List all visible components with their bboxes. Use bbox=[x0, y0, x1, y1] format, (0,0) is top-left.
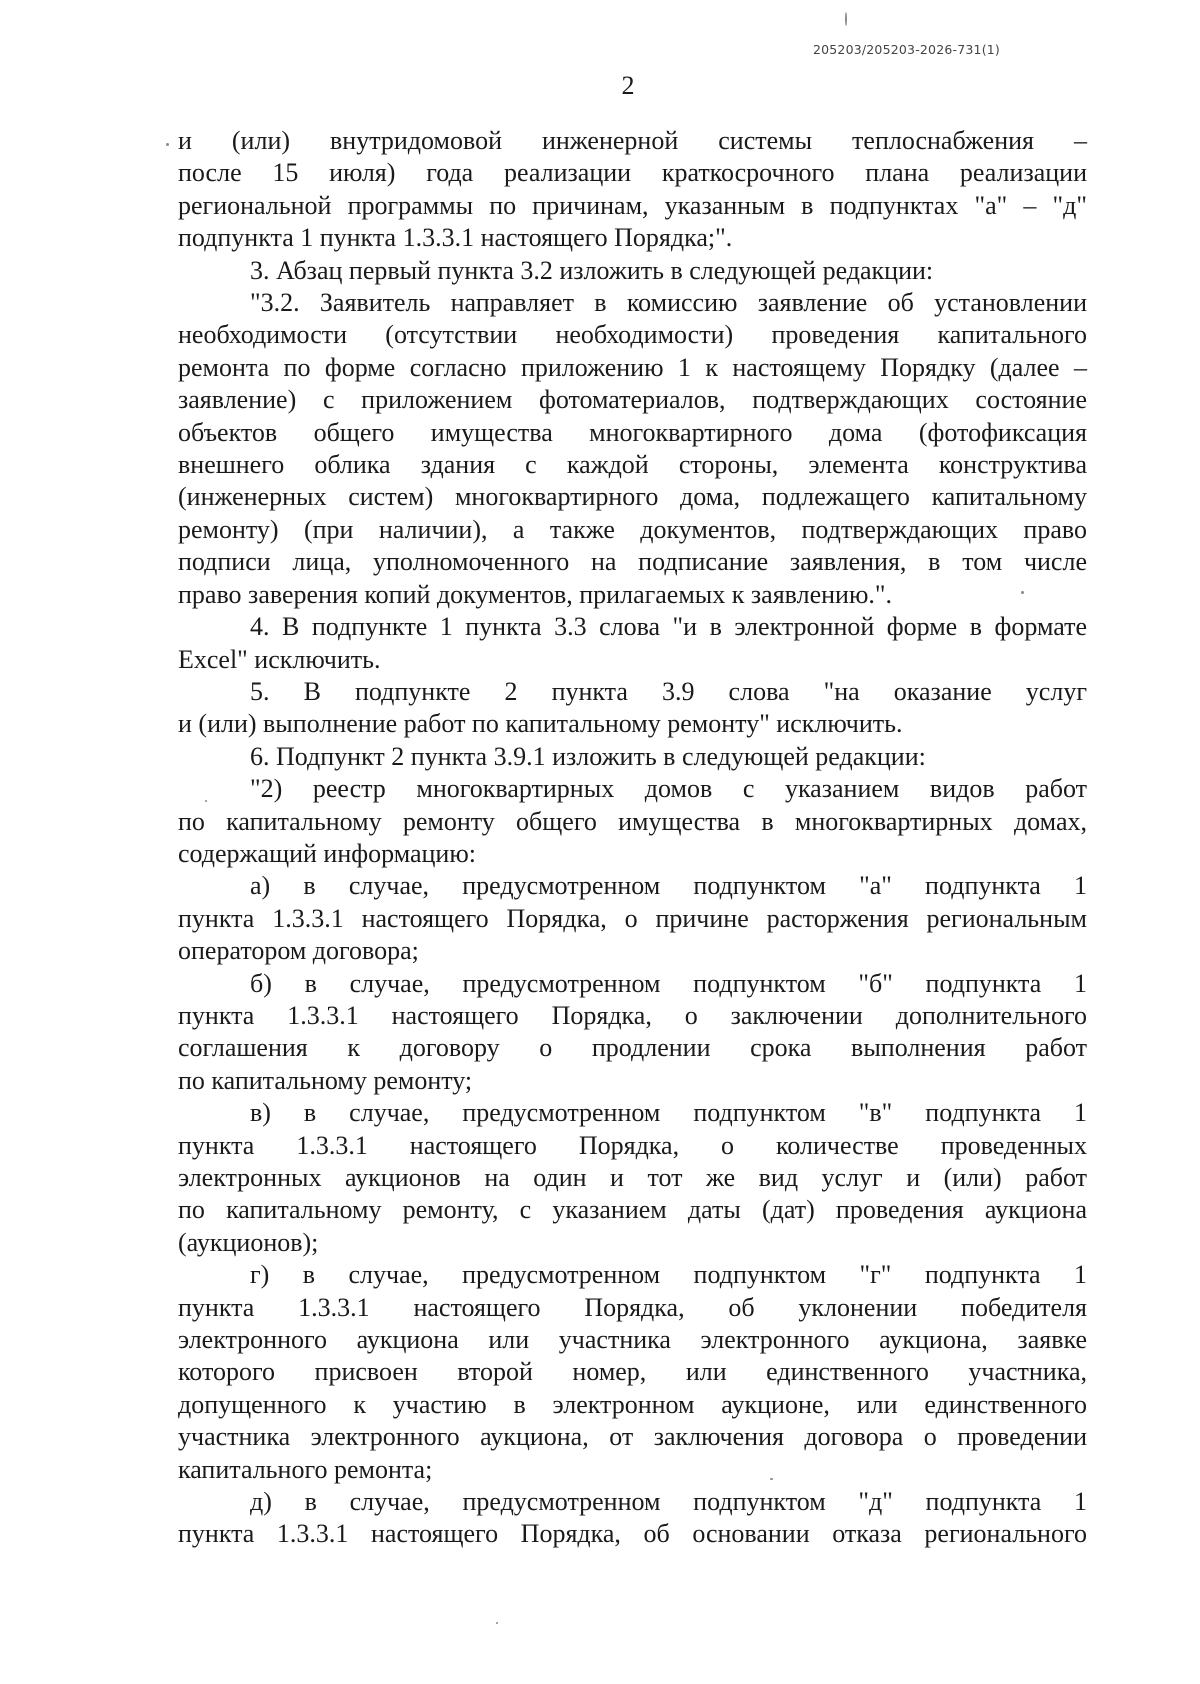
text-line: электронного аукциона или участника электронного аукциона, заявке bbox=[178, 1325, 1087, 1355]
text-line: пункта 1.3.3.1 настоящего Порядка, о причине расторжения региональным bbox=[178, 903, 1087, 933]
text-line: пункта 1.3.3.1 настоящего Порядка, об уклонении победителя bbox=[178, 1292, 1087, 1322]
text-line: "2) реестр многоквартирных домов с указанием видов работ bbox=[250, 774, 1087, 804]
scan-speck bbox=[166, 143, 169, 146]
text-line: право заверения копий документов, прилагаемых к заявлению.". bbox=[178, 579, 892, 609]
text-line: ремонту) (при наличии), а также документов, подтверждающих право bbox=[178, 514, 1087, 544]
paragraph-subitem-b bbox=[178, 968, 1087, 1098]
text-line: 4. В подпункте 1 пункта 3.3 слова "и в электронной форме в формате bbox=[250, 612, 1087, 642]
text-line: внешнего облика здания с каждой стороны, элемента конструктива bbox=[178, 450, 1087, 480]
text-line: 5. В подпункте 2 пункта 3.9 слова "на оказание услуг bbox=[250, 676, 1087, 706]
text-line: участника электронного аукциона, от заключения договора о проведении bbox=[178, 1422, 1087, 1452]
text-line: пункта 1.3.3.1 настоящего Порядка, об основании отказа регионального bbox=[178, 1519, 1087, 1549]
text-line: по капитальному ремонту; bbox=[178, 1065, 473, 1095]
paragraph-subitem-a bbox=[178, 870, 1087, 967]
text-line: 3. Абзац первый пункта 3.2 изложить в следующей редакции: bbox=[250, 255, 934, 285]
document-registration-code: 205203/205203-2026-731(1) bbox=[812, 42, 1000, 57]
text-line: д) в случае, предусмотренном подпунктом "д" подпункта 1 bbox=[250, 1487, 1087, 1517]
text-line: (аукционов); bbox=[178, 1227, 319, 1257]
scan-speck bbox=[496, 1622, 498, 1624]
text-line: содержащий информацию: bbox=[178, 838, 476, 868]
text-line: Excel" исключить. bbox=[178, 644, 381, 674]
scan-speck bbox=[1021, 591, 1024, 594]
paragraph-continuation bbox=[178, 125, 1087, 255]
text-line: 6. Подпункт 2 пункта 3.9.1 изложить в следующей редакции: bbox=[250, 741, 926, 771]
scan-speck bbox=[770, 1478, 773, 1480]
text-line: г) в случае, предусмотренном подпунктом "г" подпункта 1 bbox=[250, 1260, 1087, 1290]
text-line: объектов общего имущества многоквартирного дома (фотофиксация bbox=[178, 417, 1087, 447]
document-body bbox=[178, 125, 1087, 1551]
paragraph-quote-2-registry bbox=[178, 773, 1087, 870]
text-line: и (или) внутридомовой инженерной системы теплоснабжения – bbox=[178, 126, 1087, 155]
paragraph-subitem-d bbox=[178, 1486, 1087, 1551]
text-line: (инженерных систем) многоквартирного дома, подлежащего капитальному bbox=[178, 482, 1087, 512]
text-line: б) в случае, предусмотренном подпунктом "б" подпункта 1 bbox=[250, 968, 1087, 998]
text-line: по капитальному ремонту, с указанием даты (дат) проведения аукциона bbox=[178, 1195, 1087, 1225]
text-line: пункта 1.3.3.1 настоящего Порядка, о количестве проведенных bbox=[178, 1130, 1087, 1160]
text-line: электронных аукционов на один и тот же вид услуг и (или) работ bbox=[178, 1163, 1087, 1192]
text-line: соглашения к договору о продлении срока выполнения работ bbox=[178, 1033, 1087, 1063]
text-line: ремонта по форме согласно приложению 1 к настоящему Порядку (далее – bbox=[178, 352, 1087, 382]
paragraph-subitem-v bbox=[178, 1097, 1087, 1259]
text-line: после 15 июля) года реализации краткосрочного плана реализации bbox=[178, 158, 1087, 188]
scan-speck bbox=[205, 800, 207, 802]
text-line: подписи лица, уполномоченного на подписание заявления, в том числе bbox=[178, 547, 1087, 577]
text-line: в) в случае, предусмотренном подпунктом "в" подпункта 1 bbox=[250, 1098, 1087, 1128]
paragraph-item-4 bbox=[178, 611, 1087, 676]
page-number: 2 bbox=[621, 71, 635, 100]
text-line: подпункта 1 пункта 1.3.3.1 настоящего Порядка;". bbox=[178, 223, 733, 253]
text-line: пункта 1.3.3.1 настоящего Порядка, о заключении дополнительного bbox=[178, 1000, 1087, 1030]
text-line: допущенного к участию в электронном аукционе, или единственного bbox=[178, 1389, 1087, 1419]
text-line: заявление) с приложением фотоматериалов, подтверждающих состояние bbox=[178, 385, 1087, 415]
text-line: по капитальному ремонту общего имущества в многоквартирных домах, bbox=[178, 806, 1087, 836]
text-line: и (или) выполнение работ по капитальному ремонту" исключить. bbox=[178, 709, 903, 739]
text-line: региональной программы по причинам, указанным в подпунктах "а" – "д" bbox=[178, 190, 1087, 220]
text-line: которого присвоен второй номер, или единственного участника, bbox=[178, 1357, 1087, 1387]
scan-speck bbox=[845, 12, 847, 26]
paragraph-item-6 bbox=[178, 741, 1087, 773]
text-line: капитального ремонта; bbox=[178, 1454, 433, 1484]
text-line: "3.2. Заявитель направляет в комиссию заявление об установлении bbox=[250, 288, 1087, 318]
text-line: необходимости (отсутствии необходимости) проведения капитального bbox=[178, 320, 1087, 350]
text-line: оператором договора; bbox=[178, 936, 419, 966]
paragraph-item-3 bbox=[178, 255, 1087, 287]
paragraph-item-5 bbox=[178, 676, 1087, 741]
paragraph-quote-3-2 bbox=[178, 287, 1087, 611]
text-line: а) в случае, предусмотренном подпунктом "а" подпункта 1 bbox=[250, 871, 1087, 901]
paragraph-subitem-g bbox=[178, 1259, 1087, 1486]
